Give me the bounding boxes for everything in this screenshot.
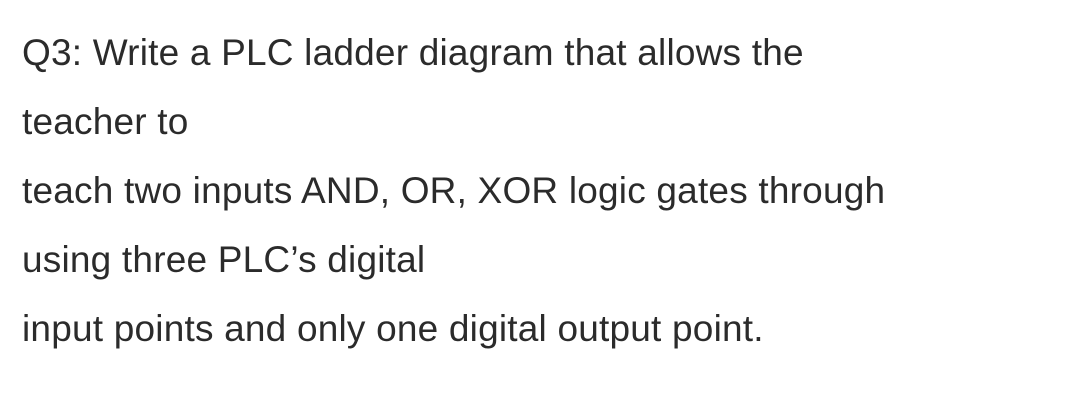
question-line-2: teacher to bbox=[22, 101, 189, 142]
question-line-3: teach two inputs AND, OR, XOR logic gates through bbox=[22, 170, 886, 211]
question-line-4: using three PLC’s digital bbox=[22, 239, 426, 280]
question-line-1: Q3: Write a PLC ladder diagram that allows the bbox=[22, 32, 804, 73]
question-line-5: input points and only one digital output point. bbox=[22, 308, 764, 349]
question-text bbox=[22, 18, 1062, 363]
